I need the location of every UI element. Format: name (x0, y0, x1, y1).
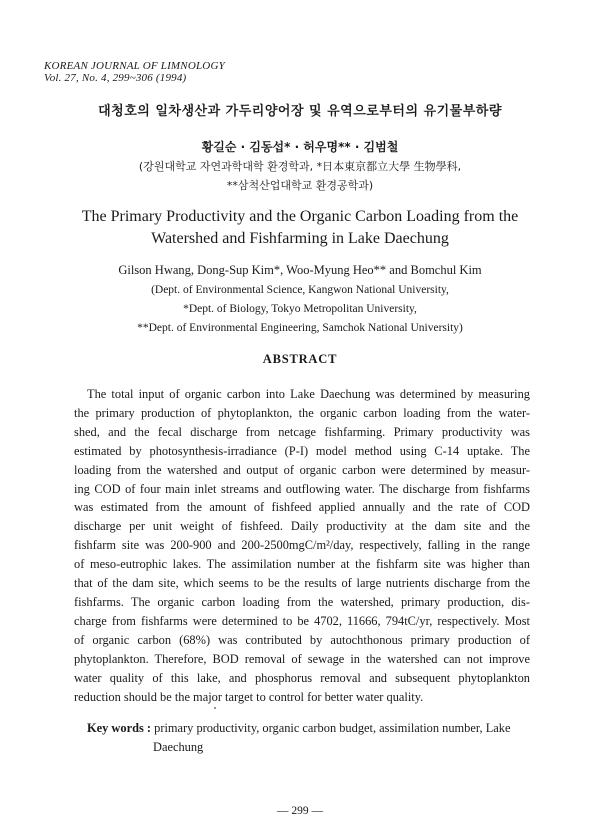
journal-citation: Vol. 27, No. 4, 299~306 (1994) (44, 72, 187, 84)
english-authors: Gilson Hwang, Dong-Sup Kim*, Woo-Myung Heo** and Bomchul Kim (118, 263, 482, 277)
journal-name: KOREAN JOURNAL OF LIMNOLOGY (44, 60, 225, 72)
abstract-line: discharge per unit weight of fishfeed. Daily productivity at the dam site and the (74, 519, 530, 534)
abstract-line: estimated by photosynthesis-irradiance (P-I) model method using C-14 uptake. The (74, 443, 530, 458)
english-affiliation-line: *Dept. of Biology, Tokyo Metropolitan University, (183, 303, 417, 315)
abstract-line: charge from fishfarms were determined to be 4702, 11666, 794tC/yr, respectively. Most (74, 613, 530, 628)
english-affiliation (0, 281, 600, 338)
abstract-line: shed, and the fecal discharge from netcage fishfarming. Primary productivity was (74, 424, 530, 439)
abstract-line: water quality of this lake, and phosphorus removal and subsequent phytoplankton (74, 670, 530, 685)
english-title (0, 206, 600, 250)
abstract-line: The total input of organic carbon into Lake Daechung was determined by measuring (87, 387, 530, 401)
english-affiliation-line: (Dept. of Environmental Science, Kangwon National University, (151, 284, 449, 296)
abstract-line: of organic carbon (68%) was contributed by autochthonous primary production of (74, 632, 530, 647)
abstract-line: fishfarms. The organic carbon loading from the watershed, primary production, dis- (74, 594, 530, 609)
abstract-line: that of the dam site, which seems to be the results of large nutrients discharge from the (74, 576, 530, 591)
keywords-text: primary productivity, organic carbon budget, assimilation number, Lake (154, 721, 511, 735)
scan-speck (214, 707, 216, 709)
korean-affiliation-line: (강원대학교 자연과학대학 환경학과, *日本東京都立大學 生物學科, (138, 160, 462, 173)
abstract-line: reduction should be the major target to control for better water quality. (74, 689, 424, 704)
abstract-heading: ABSTRACT (262, 352, 338, 366)
abstract-line: ing COD of four main inlet streams and outflowing water. The discharge from fishfarms (74, 481, 530, 496)
english-title-line: The Primary Productivity and the Organic Carbon Loading from the (81, 208, 519, 225)
abstract-line: was estimated from the amount of fishfeed applied annually and the rate of COD (74, 500, 530, 515)
keywords-label: Key words : (87, 721, 152, 735)
keywords-block (87, 719, 532, 757)
korean-authors: 황길순 · 김동섭* · 허우명** · 김범철 (201, 140, 399, 154)
korean-title: 대청호의 일차생산과 가두리양어장 및 유역으로부터의 유기물부하량 (98, 104, 502, 119)
abstract-line: of meso-eutrophic lakes. The assimilation number at the fishfarm site was higher than (74, 557, 530, 572)
english-affiliation-line: **Dept. of Environmental Engineering, Samchok National University) (137, 322, 463, 334)
english-title-line: Watershed and Fishfarming in Lake Daechung (151, 230, 449, 247)
korean-affiliation-line: **삼척산업대학교 환경공학과) (226, 179, 374, 192)
abstract-line: fishfarm site was 200-900 and 200-2500mgC/m²/day, respectively, falling in the range (74, 538, 530, 553)
abstract-line: the primary production of phytoplankton, the organic carbon loading from the water- (74, 405, 530, 420)
journal-header (44, 60, 225, 84)
keywords-text-continued: Daechung (153, 740, 204, 754)
page-number: — 299 — (277, 805, 323, 817)
abstract-line: phytoplankton. Therefore, BOD removal of sewage in the watershed can not improve (74, 651, 530, 666)
korean-affiliation (0, 157, 600, 195)
abstract-body (74, 385, 530, 706)
abstract-line: loading from the watershed and output of organic carbon were determined by measur- (74, 462, 530, 477)
